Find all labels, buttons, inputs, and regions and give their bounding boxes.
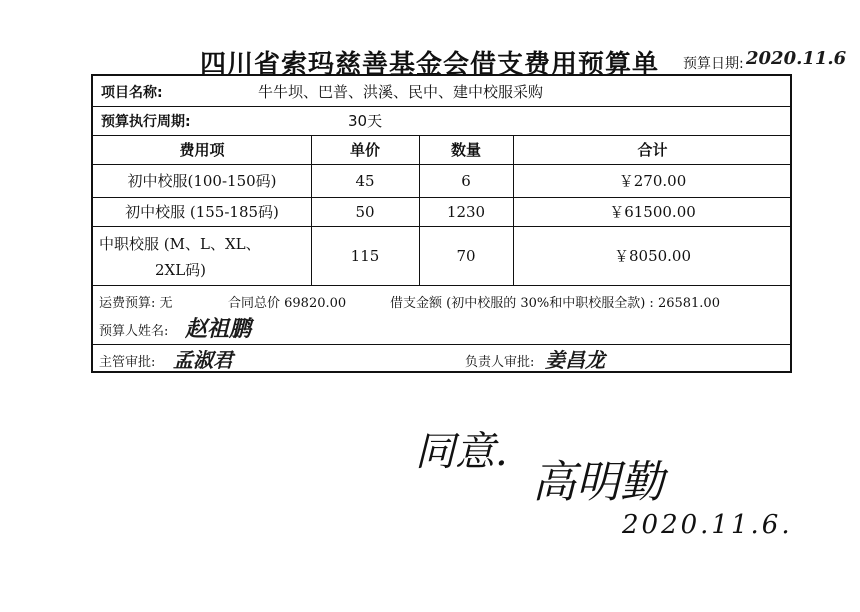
budget-person-signature: 赵祖鹏	[185, 316, 252, 342]
form-title: 四川省索玛慈善基金会借支费用预算单	[200, 50, 660, 80]
table-row-item: 初中校服(100-150码)	[127, 172, 277, 190]
responsible-label: 负责人审批:	[465, 355, 535, 370]
contract-total: 合同总价 69820.00	[228, 296, 347, 311]
divider	[93, 285, 790, 286]
approval-signature: 高明勤	[532, 457, 664, 508]
table-row-total: ￥8050.00	[613, 247, 692, 265]
responsible-signature: 姜昌龙	[545, 348, 605, 372]
freight-budget: 运费预算: 无	[99, 296, 173, 311]
budget-date-label: 预算日期:	[683, 56, 744, 72]
table-row-item: 初中校服 (155-185码)	[125, 203, 279, 221]
table-row-price: 115	[350, 246, 380, 265]
divider	[93, 106, 790, 107]
project-name-value: 牛牛坝、巴普、洪溪、民中、建中校服采购	[258, 83, 544, 101]
table-row-item-line2: 2XL码)	[155, 261, 207, 279]
table-row-qty: 70	[456, 246, 476, 265]
budget-date-value: 2020.11.6	[746, 48, 847, 69]
project-name-label: 项目名称:	[101, 85, 163, 101]
header-item: 费用项	[179, 141, 225, 159]
approval-text: 同意.	[415, 429, 508, 475]
table-row-item-line1: 中职校服 (M、L、XL、	[99, 235, 261, 253]
budget-form-table	[91, 74, 792, 373]
header-total: 合计	[637, 141, 668, 159]
table-row-total: ￥61500.00	[609, 203, 696, 221]
table-row-price: 45	[355, 171, 375, 190]
header-qty: 数量	[450, 141, 481, 159]
advance-amount: 借支金额 (初中校服的 30%和中职校服全款) : 26581.00	[390, 296, 720, 311]
header-price: 单价	[349, 141, 380, 159]
supervisor-label: 主管审批:	[99, 355, 156, 370]
table-row-qty: 6	[461, 171, 471, 190]
period-value: 30天	[348, 112, 383, 130]
period-label: 预算执行周期:	[101, 114, 191, 130]
table-row-total: ￥270.00	[618, 172, 687, 190]
table-row-price: 50	[355, 202, 375, 221]
approval-date: 2020.11.6.	[622, 510, 793, 540]
table-row-qty: 1230	[446, 202, 486, 221]
supervisor-signature: 孟淑君	[173, 348, 233, 372]
budget-person-label: 预算人姓名:	[99, 324, 169, 339]
